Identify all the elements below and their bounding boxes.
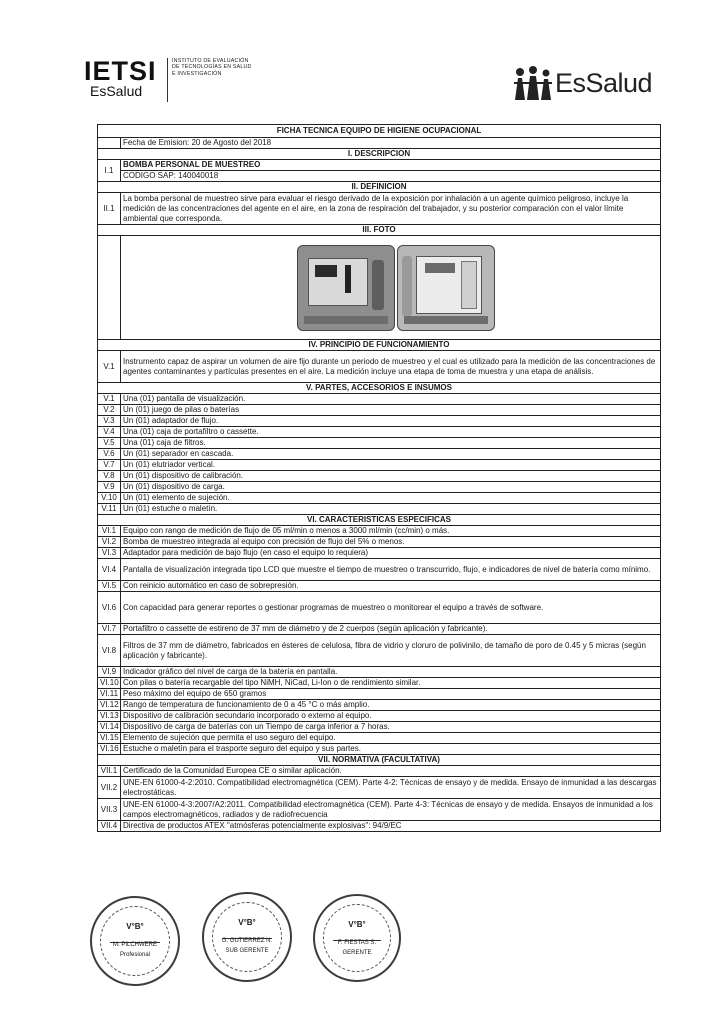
parts-row-number: V.7 [98, 460, 121, 471]
section-photo: III. FOTO [98, 225, 661, 236]
norms-row-text: UNE-EN 61000-4-2:2010. Compatibilidad electromagnética (CEM). Parte 4-2: Técnicas de ensayo y de medida. Ensayo de inmunidad a las descargas electrostáticas. [121, 777, 661, 799]
section-definition: II. DEFINICION [98, 182, 661, 193]
specs-row-text: Con reinicio automático en caso de sobrepresión. [121, 581, 661, 592]
specs-row [98, 678, 661, 689]
norms-row [98, 766, 661, 777]
specs-row-number: VI.13 [98, 711, 121, 722]
specs-row [98, 689, 661, 700]
principle-number: V.1 [98, 351, 121, 383]
specs-row-number: VI.11 [98, 689, 121, 700]
essalud-logo [512, 64, 672, 104]
stamp-1-title: V°B° [126, 922, 144, 931]
parts-row-number: V.3 [98, 416, 121, 427]
equipment-name: BOMBA PERSONAL DE MUESTREO [121, 160, 661, 171]
specs-row-number: VI.16 [98, 744, 121, 755]
principle-text: Instrumento capaz de aspirar un volumen de aire fijo durante un periodo de muestreo y el cual es utilizado para la medición de las concentraciones de agentes contaminantes y partículas presentes en el aire. La medición incluye una etapa de toma de muestra y una etapa de análisis. [121, 351, 661, 383]
norms-row [98, 799, 661, 821]
specs-row [98, 559, 661, 581]
essalud-logo-word: EsSalud [555, 68, 653, 98]
stamp-3-name: F. FIESTAS S. [337, 940, 377, 946]
parts-row-text: Una (01) caja de portafiltro o cassette. [121, 427, 661, 438]
parts-row-number: V.2 [98, 405, 121, 416]
parts-row-number: V.1 [98, 394, 121, 405]
parts-row-number: V.5 [98, 438, 121, 449]
ietsi-logo-sub: EsSalud [90, 83, 143, 99]
specs-row-text: Con capacidad para generar reportes o gestionar programas de muestreo o monitorear el equipo a través de software. [121, 592, 661, 624]
norms-row-number: VII.2 [98, 777, 121, 799]
specs-row-text: Filtros de 37 mm de diámetro, fabricados en ésteres de celulosa, fibra de vidrio y cloruro de polivinilo, de tamaño de poro de 0.45 y 5 micras (según aplicación y fabricante). [121, 635, 661, 667]
specs-row-number: VI.4 [98, 559, 121, 581]
stamp-2-title: V°B° [238, 918, 256, 927]
specs-row [98, 635, 661, 667]
specs-row-number: VI.10 [98, 678, 121, 689]
parts-row-text: Un (01) juego de pilas o baterías [121, 405, 661, 416]
norms-row-number: VII.3 [98, 799, 121, 821]
norms-row-text: Directiva de productos ATEX "atmósferas potencialmente explosivas": 94/9/EC [121, 821, 661, 832]
parts-row [98, 460, 661, 471]
specs-row-number: VI.3 [98, 548, 121, 559]
parts-row [98, 427, 661, 438]
emission-date: Fecha de Emision: 20 de Agosto del 2018 [121, 138, 661, 149]
parts-row [98, 394, 661, 405]
specs-row-text: Rango de temperatura de funcionamiento de 0 a 45 °C o más amplio. [121, 700, 661, 711]
pump-photo-left [297, 245, 395, 331]
specs-row [98, 624, 661, 635]
parts-row [98, 504, 661, 515]
stamp-2 [202, 892, 292, 982]
definition-text: La bomba personal de muestreo sirve para evaluar el riesgo derivado de la exposición por inhalación a un agente químico peligroso, incluye la medición de las concentraciones del agente en el aire, en la zona de respiración del trabajador, y su posterior comparación con el valor límite ambiental que corresponda. [121, 193, 661, 225]
specs-row-text: Estuche o maletín para el trasporte seguro del equipo y sus partes. [121, 744, 661, 755]
parts-row [98, 416, 661, 427]
specs-row-text: Indicador gráfico del nivel de carga de la batería en pantalla. [121, 667, 661, 678]
specs-row-number: VI.12 [98, 700, 121, 711]
specs-row-number: VI.5 [98, 581, 121, 592]
parts-row [98, 471, 661, 482]
specs-row-text: Dispositivo de calibración secundario incorporado o externo al equipo. [121, 711, 661, 722]
norms-row-number: VII.4 [98, 821, 121, 832]
description-number: I.1 [98, 160, 121, 182]
sheet-title: FICHA TECNICA EQUIPO DE HIGIENE OCUPACIONAL [98, 125, 661, 138]
section-principle: IV. PRINCIPIO DE FUNCIONAMIENTO [98, 340, 661, 351]
specs-row-text: Dispositivo de carga de baterías con un Tiempo de carga inferior a 7 horas. [121, 722, 661, 733]
parts-row-number: V.11 [98, 504, 121, 515]
section-description: I. DESCRIPCION [98, 149, 661, 160]
parts-row [98, 449, 661, 460]
parts-row-text: Una (01) pantalla de visualización. [121, 394, 661, 405]
specs-row [98, 667, 661, 678]
specs-row-text: Pantalla de visualización integrada tipo LCD que muestre el tiempo de muestreo o transcurrido, flujo, e indicadores de nivel de batería como mínimo. [121, 559, 661, 581]
stamp-3-title: V°B° [348, 920, 366, 929]
parts-row-number: V.9 [98, 482, 121, 493]
stamp-1-name: M. PILCHWERE [112, 942, 157, 948]
section-specs: VI. CARACTERISTICAS ESPECIFICAS [98, 515, 661, 526]
stamp-3 [313, 894, 401, 982]
ietsi-logo [84, 58, 157, 98]
specs-row-text: Equipo con rango de medición de flujo de 05 ml/min o menos a 3000 ml/min (cc/min) o más. [121, 526, 661, 537]
parts-row-text: Un (01) dispositivo de calibración. [121, 471, 661, 482]
specs-row [98, 526, 661, 537]
specs-row-text: Elemento de sujeción que permita el uso seguro del equipo. [121, 733, 661, 744]
parts-row [98, 438, 661, 449]
definition-number: II.1 [98, 193, 121, 225]
specs-row-text: Peso máximo del equipo de 650 gramos [121, 689, 661, 700]
stamp-3-role: GERENTE [342, 950, 372, 956]
norms-row-text: Certificado de la Comunidad Europea CE o similar aplicación. [121, 766, 661, 777]
specs-row [98, 548, 661, 559]
section-parts: V. PARTES, ACCESORIOS E INSUMOS [98, 383, 661, 394]
parts-row-text: Un (01) separador en cascada. [121, 449, 661, 460]
parts-row [98, 482, 661, 493]
specs-row-text: Portafiltro o cassette de estireno de 37 mm de diámetro y de 2 cuerpos (según aplicación y fabricante). [121, 624, 661, 635]
specs-row [98, 537, 661, 548]
parts-row-text: Un (01) estuche o maletín. [121, 504, 661, 515]
equipment-photo [121, 236, 661, 340]
specs-row [98, 700, 661, 711]
specs-row [98, 733, 661, 744]
specs-row-text: Adaptador para medición de bajo flujo (en caso el equipo lo requiera) [121, 548, 661, 559]
specs-row-number: VI.9 [98, 667, 121, 678]
parts-row-text: Un (01) elutriador vertical. [121, 460, 661, 471]
technical-sheet-table [97, 124, 661, 832]
specs-row [98, 744, 661, 755]
stamp-1-role: Profesional [119, 952, 151, 958]
parts-row [98, 493, 661, 504]
specs-row-text: Bomba de muestreo integrada al equipo con precisión de flujo del 5% o menos. [121, 537, 661, 548]
pump-photo-right [397, 245, 495, 331]
norms-row-number: VII.1 [98, 766, 121, 777]
specs-row [98, 592, 661, 624]
page-header [0, 0, 724, 110]
specs-row-number: VI.6 [98, 592, 121, 624]
norms-row [98, 821, 661, 832]
specs-row-number: VI.8 [98, 635, 121, 667]
logo-divider [167, 58, 168, 102]
parts-row-number: V.10 [98, 493, 121, 504]
parts-row-number: V.4 [98, 427, 121, 438]
specs-row [98, 722, 661, 733]
parts-row-text: Un (01) dispositivo de carga. [121, 482, 661, 493]
stamp-2-role: SUB GERENTE [225, 948, 269, 954]
stamp-1 [90, 896, 180, 986]
specs-row-number: VI.2 [98, 537, 121, 548]
parts-row-text: Un (01) elemento de sujeción. [121, 493, 661, 504]
parts-row-text: Una (01) caja de filtros. [121, 438, 661, 449]
approval-stamps [0, 890, 724, 1000]
stamp-2-name: G. GUTIERREZ N. [221, 938, 273, 944]
family-icon [512, 66, 554, 102]
section-norms: VII. NORMATIVA (FACULTATIVA) [98, 755, 661, 766]
parts-row [98, 405, 661, 416]
specs-row-number: VI.15 [98, 733, 121, 744]
specs-row [98, 581, 661, 592]
specs-row [98, 711, 661, 722]
sap-code: CODIGO SAP: 140040018 [121, 171, 661, 182]
parts-row-text: Un (01) adaptador de flujo. [121, 416, 661, 427]
norms-row [98, 777, 661, 799]
specs-row-text: Con pilas o batería recargable del tipo NiMH, NiCad, Li-Ion o de rendimiento similar. [121, 678, 661, 689]
ietsi-logo-word: IETSI [84, 56, 157, 86]
parts-row-number: V.8 [98, 471, 121, 482]
specs-row-number: VI.7 [98, 624, 121, 635]
norms-row-text: UNE-EN 61000-4-3:2007/A2:2011. Compatibilidad electromagnética (CEM). Parte 4-3: Técnicas de ensayo y de medida. Ensayos de inmunidad a los campos electromagnéticos, radiados y de radiofrecuencia [121, 799, 661, 821]
specs-row-number: VI.1 [98, 526, 121, 537]
parts-row-number: V.6 [98, 449, 121, 460]
specs-row-number: VI.14 [98, 722, 121, 733]
ietsi-institute-name: INSTITUTO DE EVALUACIÓN DE TECNOLOGÍAS EN SALUD E INVESTIGACIÓN [172, 58, 252, 77]
